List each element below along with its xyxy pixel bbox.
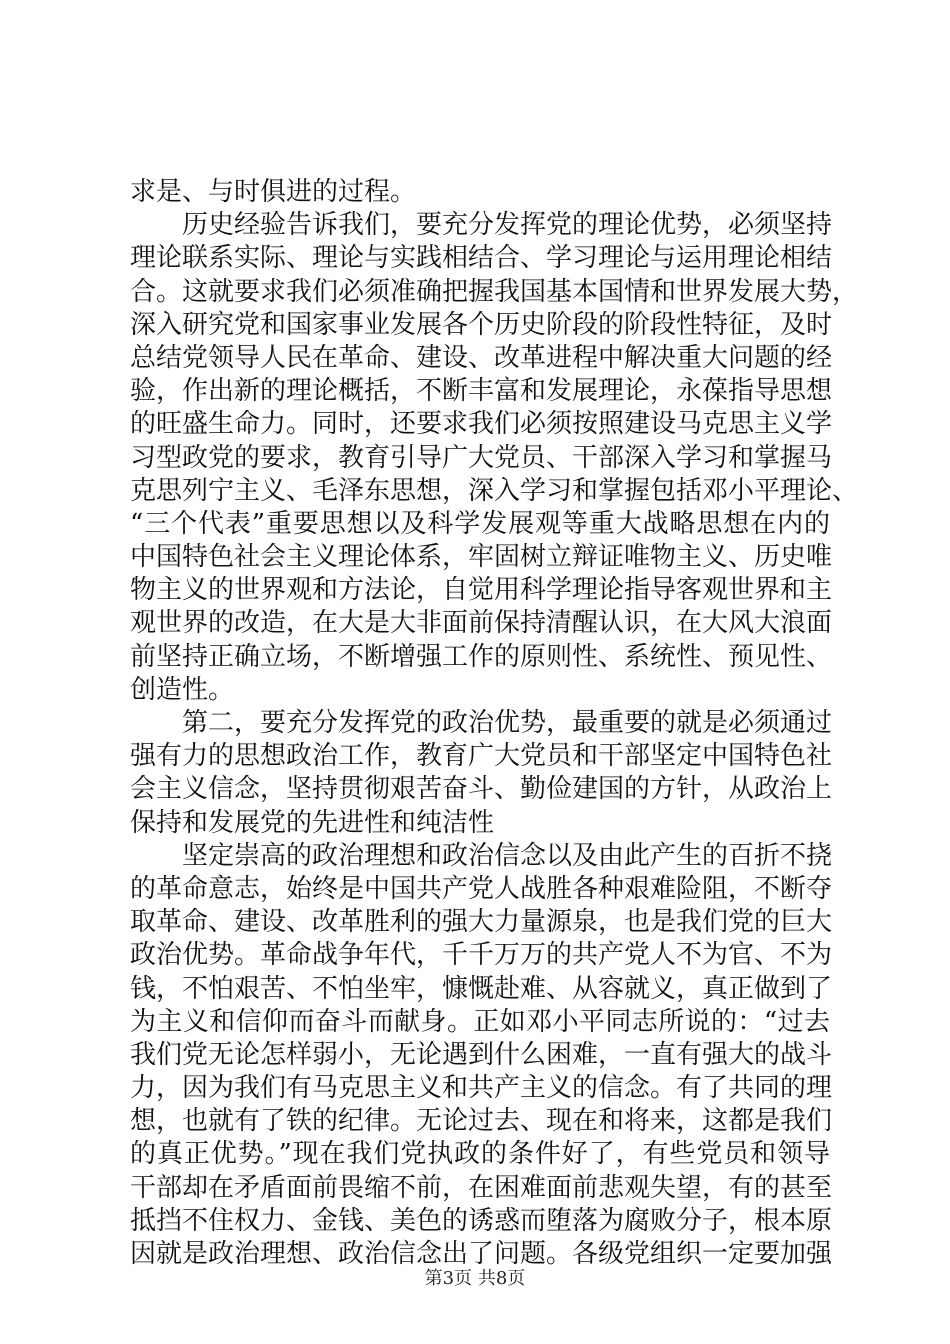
text-line: 的革命意志，始终是中国共产党人战胜各种艰难险阻，不断夺	[130, 873, 833, 904]
text-line: 的旺盛生命力。同时，还要求我们必须按照建设马克思主义学	[130, 409, 833, 440]
text-line: 验，作出新的理论概括，不断丰富和发展理论，永葆指导思想	[130, 376, 833, 407]
text-line: 物主义的世界观和方法论，自觉用科学理论指导客观世界和主	[130, 575, 833, 606]
text-line: 的真正优势。”现在我们党执政的条件好了，有些党员和领导	[130, 1139, 830, 1170]
text-line: 我们党无论怎样弱小，无论遇到什么困难，一直有强大的战斗	[130, 1039, 833, 1070]
text-line: 创造性。	[130, 674, 235, 705]
text-line: 求是、与时俱进的过程。	[130, 177, 417, 207]
text-line: 历史经验告诉我们，要充分发挥党的理论优势，必须坚持	[130, 210, 833, 241]
text-line: 力，因为我们有马克思主义和共产主义的信念。有了共同的理	[130, 1073, 833, 1104]
text-line: 理论联系实际、理论与实践相结合、学习理论与运用理论相结	[130, 243, 833, 274]
text-line: 合。这就要求我们必须准确把握我国基本国情和世界发展大势，	[130, 276, 859, 307]
text-line: 为主义和信仰而奋斗而献身。正如邓小平同志所说的：“过去	[130, 1006, 830, 1037]
text-line: 钱，不怕艰苦、不怕坐牢，慷慨赴难、从容就义，真正做到了	[130, 973, 833, 1004]
text-line: 前坚持正确立场，不断增强工作的原则性、系统性、预见性、	[130, 641, 833, 672]
text-line: “三个代表”重要思想以及科学发展观等重大战略思想在内的	[130, 508, 830, 539]
text-line: 因就是政治理想、政治信念出了问题。各级党组织一定要加强	[130, 1239, 833, 1269]
text-line: 想，也就有了铁的纪律。无论过去、现在和将来，这都是我们	[130, 1106, 833, 1137]
text-line: 第二，要充分发挥党的政治优势，最重要的就是必须通过	[130, 708, 833, 738]
text-line: 强有力的思想政治工作，教育广大党员和干部坚定中国特色社	[130, 741, 833, 772]
text-line: 干部却在矛盾面前畏缩不前，在困难面前悲观失望，有的甚至	[130, 1172, 833, 1203]
text-line: 观世界的改造，在大是大非面前保持清醒认识，在大风大浪面	[130, 608, 833, 639]
page-number: 第3页 共8页	[424, 1268, 526, 1289]
text-line: 政治优势。革命战争年代，千千万万的共产党人不为官、不为	[130, 940, 833, 971]
text-line: 深入研究党和国家事业发展各个历史阶段的阶段性特征，及时	[130, 309, 833, 340]
text-line: 总结党领导人民在革命、建设、改革进程中解决重大问题的经	[130, 342, 833, 373]
document-body	[130, 176, 859, 1271]
text-line: 习型政党的要求，教育引导广大党员、干部深入学习和掌握马	[130, 442, 833, 473]
page-footer	[0, 1264, 950, 1290]
text-line: 会主义信念，坚持贯彻艰苦奋斗、勤俭建国的方针，从政治上	[130, 774, 833, 805]
text-line: 保持和发展党的先进性和纯洁性	[130, 807, 495, 838]
text-line: 取革命、建设、改革胜利的强大力量源泉，也是我们党的巨大	[130, 907, 833, 938]
text-line: 坚定崇高的政治理想和政治信念以及由此产生的百折不挠	[130, 840, 833, 871]
text-line: 克思列宁主义、毛泽东思想，深入学习和掌握包括邓小平理论、	[130, 475, 859, 506]
text-line: 抵挡不住权力、金钱、美色的诱惑而堕落为腐败分子，根本原	[130, 1205, 833, 1236]
text-line: 中国特色社会主义理论体系，牢固树立辩证唯物主义、历史唯	[130, 542, 833, 573]
